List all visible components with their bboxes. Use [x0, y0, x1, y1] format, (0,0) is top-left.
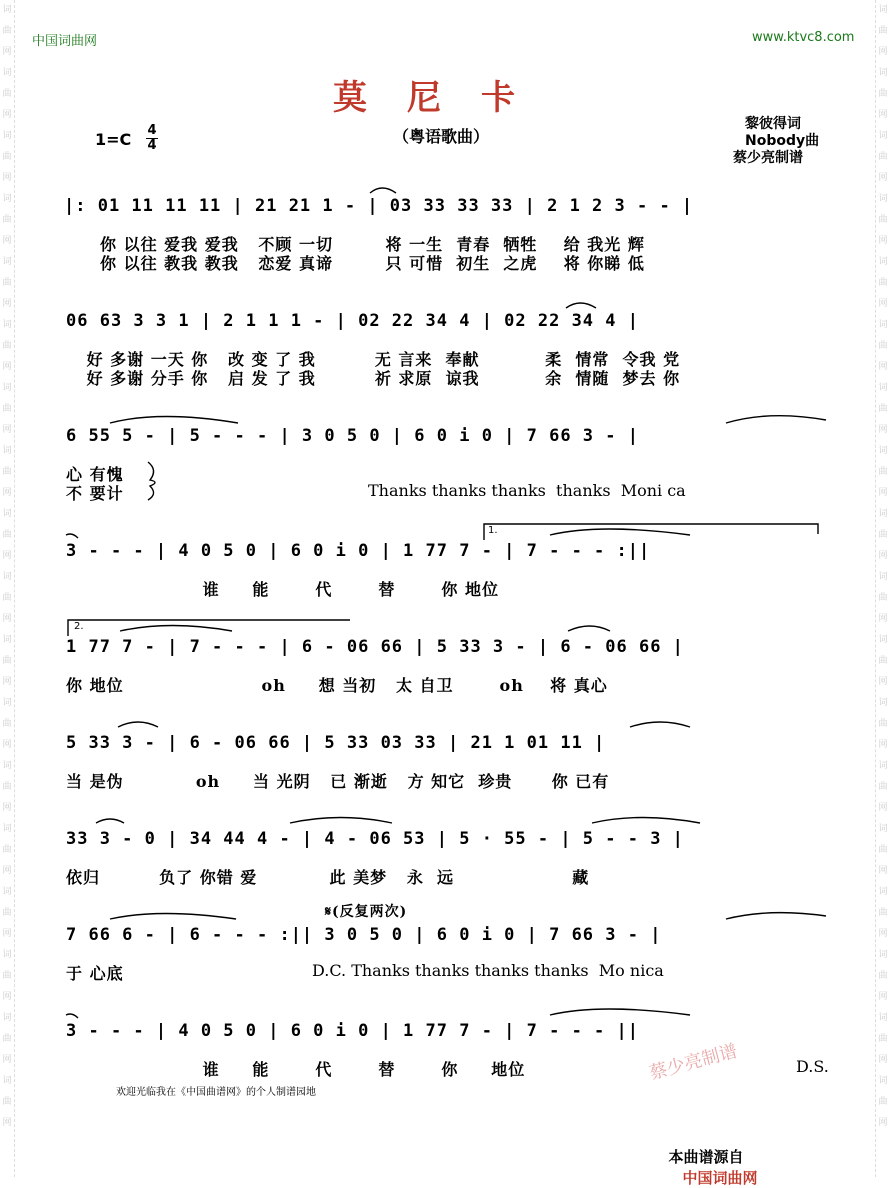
side-strip-char: 网	[878, 236, 888, 246]
side-strip-char: 曲	[2, 719, 12, 729]
side-strip-char: 曲	[2, 845, 12, 855]
side-strip-char: 网	[2, 110, 12, 120]
side-strip-char: 词	[878, 1013, 888, 1023]
side-strip-char: 曲	[878, 971, 888, 981]
side-strip-char: 曲	[878, 278, 888, 288]
side-strip-char: 曲	[878, 530, 888, 540]
credit-transcriber: 蔡少亮制谱	[733, 150, 803, 166]
side-strip-char: 词	[2, 698, 12, 708]
side-strip-char: 网	[878, 110, 888, 120]
side-strip-char: 词	[2, 68, 12, 78]
lyric-row-6: 当 是伪 oh 当 光阴 已 渐逝 方 知它 珍贵 你 已有	[66, 772, 610, 791]
side-strip-char: 网	[878, 614, 888, 624]
side-strip-char: 网	[2, 299, 12, 309]
side-strip-char: 网	[2, 362, 12, 372]
lyric-row-8-english: D.C. Thanks thanks thanks thanks Mo nica	[312, 961, 664, 980]
footer-label: 本曲谱源自	[668, 1148, 744, 1166]
side-strip-char: 词	[2, 887, 12, 897]
slur	[96, 819, 124, 823]
side-strip-char: 曲	[2, 404, 12, 414]
side-strip-char: 词	[878, 572, 888, 582]
lyric-row-8: 于 心底	[66, 964, 124, 983]
side-strip-char: 网	[2, 1055, 12, 1065]
side-strip-char: 曲	[2, 26, 12, 36]
lyric-row-3-verse-2: 不 要计	[66, 484, 124, 503]
slur	[290, 818, 392, 824]
lyric-row-1-verse-2: 你 以往 教我 教我 恋爱 真谛 只 可惜 初生 之虎 将 你睇 低	[100, 254, 645, 273]
slur	[118, 722, 158, 727]
notation-row-1: |: 01 11 11 11 | 21 21 1 - | 03 33 33 33 | 2 1 2 3 - - |	[64, 196, 694, 216]
lyric-row-2-verse-2: 好 多谢 分手 你 启 发 了 我 祈 求原 谅我 余 情随 梦去 你	[80, 369, 681, 388]
notation-row-3: 6 55 5 - | 5 - - - | 3 0 5 0 | 6 0 i 0 | 7 66 3 - |	[66, 426, 639, 446]
side-strip-char: 曲	[878, 1034, 888, 1044]
side-strip-char: 网	[878, 1118, 888, 1128]
side-strip-char: 词	[878, 761, 888, 771]
side-strip-char: 词	[2, 5, 12, 15]
credit-lyricist: 黎彼得词	[745, 116, 801, 132]
side-strip-char: 词	[878, 950, 888, 960]
notation-row-9: 3 - - - | 4 0 5 0 | 6 0 i 0 | 1 77 7 - | 7 - - - ||	[66, 1021, 639, 1041]
slur	[66, 1014, 78, 1018]
notation-row-2: 06 63 3 3 1 | 2 1 1 1 - | 02 22 34 4 | 02 22 34 4 |	[66, 311, 639, 331]
slur	[592, 818, 700, 824]
side-strip-char: 曲	[2, 782, 12, 792]
side-strip-char: 曲	[878, 656, 888, 666]
side-strip-char: 曲	[2, 278, 12, 288]
watermark-stamp: 蔡少亮制谱	[647, 1040, 740, 1085]
side-strip-char: 曲	[2, 656, 12, 666]
side-strip-char: 曲	[878, 719, 888, 729]
side-strip-char: 曲	[2, 89, 12, 99]
footer-site-link[interactable]: 中国词曲网	[682, 1169, 758, 1187]
side-strip-char: 网	[878, 1055, 888, 1065]
side-strip-char: 曲	[878, 89, 888, 99]
side-strip-char: 网	[878, 740, 888, 750]
slur	[110, 914, 236, 920]
side-strip-char: 词	[878, 383, 888, 393]
side-strip-char: 曲	[878, 467, 888, 477]
side-strip-char: 词	[2, 383, 12, 393]
side-strip-char: 词	[2, 761, 12, 771]
side-strip-char: 网	[878, 992, 888, 1002]
side-strip-char: 曲	[2, 341, 12, 351]
side-strip-char: 词	[878, 5, 888, 15]
side-strip-char: 网	[2, 614, 12, 624]
credit-composer: Nobody曲	[745, 133, 820, 149]
side-strip-char: 网	[878, 488, 888, 498]
notation-row-8: 7 66 6 - | 6 - - - :|| 3 0 5 0 | 6 0 i 0 | 7 66 3 - |	[66, 925, 662, 945]
slur	[630, 722, 690, 727]
side-strip-char: 词	[2, 635, 12, 645]
slur	[550, 529, 690, 535]
side-strip-char: 网	[2, 47, 12, 57]
side-strip-char: 曲	[878, 908, 888, 918]
side-strip-char: 词	[2, 257, 12, 267]
side-strip-char: 词	[878, 509, 888, 519]
side-strip-char: 词	[878, 887, 888, 897]
side-strip-char: 曲	[878, 782, 888, 792]
welcome-note: 欢迎光临我在《中国曲谱网》的个人制谱园地	[116, 1087, 316, 1098]
side-strip-char: 网	[2, 740, 12, 750]
notation-row-5: 1 77 7 - | 7 - - - | 6 - 06 66 | 5 33 3 - | 6 - 06 66 |	[66, 637, 684, 657]
side-strip-char: 词	[878, 194, 888, 204]
slur	[568, 626, 610, 631]
side-strip-char: 曲	[878, 215, 888, 225]
subtitle: （粤语歌曲）	[393, 127, 490, 146]
slur	[66, 534, 78, 538]
lyric-row-5: 你 地位 oh 想 当初 太 自卫 oh 将 真心	[66, 676, 608, 695]
slur	[550, 1009, 690, 1015]
side-strip-char: 词	[2, 131, 12, 141]
side-strip-char: 词	[2, 446, 12, 456]
side-strip-char: 网	[2, 425, 12, 435]
side-strip-char: 词	[878, 257, 888, 267]
side-strip-char: 曲	[2, 593, 12, 603]
side-strip-char: 曲	[2, 467, 12, 477]
segno-repeat-note: 𝄋(反复两次)	[325, 904, 408, 920]
side-strip-char: 网	[878, 929, 888, 939]
slur	[566, 303, 596, 308]
side-strip-char: 网	[2, 677, 12, 687]
side-strip-char: 网	[878, 425, 888, 435]
lyric-row-4: 谁 能 代 替 你 地位	[150, 580, 499, 599]
side-strip-char: 网	[878, 362, 888, 372]
side-strip-char: 曲	[2, 971, 12, 981]
side-strip-char: 曲	[2, 152, 12, 162]
side-strip-char: 词	[2, 1076, 12, 1086]
side-strip-char: 词	[2, 572, 12, 582]
side-strip-char: 网	[2, 488, 12, 498]
side-strip-char: 网	[2, 1118, 12, 1128]
side-strip-char: 词	[2, 509, 12, 519]
lyric-row-7: 依归 负了 你错 爱 此 美梦 永 远 藏	[66, 868, 590, 887]
side-strip-char: 网	[878, 173, 888, 183]
side-strip-char: 曲	[878, 341, 888, 351]
time-bottom: 4	[147, 138, 157, 153]
slur	[370, 188, 396, 193]
slur	[110, 417, 238, 424]
side-strip-char: 曲	[878, 1097, 888, 1107]
side-strip-char: 曲	[878, 845, 888, 855]
slur	[726, 913, 826, 919]
site-name-left[interactable]: 中国词曲网	[32, 34, 98, 49]
side-strip-char: 词	[878, 68, 888, 78]
side-strip-char: 网	[878, 47, 888, 57]
dal-segno-mark: D.S.	[796, 1057, 829, 1076]
side-strip-char: 词	[878, 320, 888, 330]
side-strip-char: 网	[878, 677, 888, 687]
site-url-right[interactable]: www.ktvc8.com	[752, 30, 855, 45]
volta-2-label: 2.	[74, 621, 84, 632]
side-strip-char: 曲	[878, 404, 888, 414]
side-strip-char: 词	[2, 1013, 12, 1023]
side-strip-char: 曲	[878, 593, 888, 603]
side-strip-char: 词	[878, 635, 888, 645]
side-strip-char: 词	[2, 824, 12, 834]
side-strip-char: 词	[878, 1076, 888, 1086]
side-strip-char: 网	[878, 551, 888, 561]
side-strip-char: 网	[878, 803, 888, 813]
lyric-row-3-english: Thanks thanks thanks thanks Moni ca	[368, 481, 686, 500]
side-strip-char: 曲	[2, 908, 12, 918]
side-strip-char: 网	[2, 992, 12, 1002]
side-strip-char: 网	[2, 173, 12, 183]
side-strip-char: 网	[2, 551, 12, 561]
volta-1-bracket	[484, 524, 818, 540]
side-strip-char: 曲	[2, 1097, 12, 1107]
side-strip-char: 网	[2, 929, 12, 939]
side-strip-char: 词	[2, 950, 12, 960]
side-strip-char: 词	[878, 131, 888, 141]
side-strip-char: 网	[878, 866, 888, 876]
lyric-row-1-verse-1: 你 以往 爱我 爱我 不顾 一切 将 一生 青春 牺牲 给 我光 辉	[100, 235, 645, 254]
side-strip-char: 词	[878, 824, 888, 834]
side-strip-char: 词	[878, 698, 888, 708]
side-strip-char: 网	[2, 866, 12, 876]
song-title: 莫尼卡	[333, 78, 555, 118]
slur	[726, 416, 826, 423]
time-top: 4	[147, 123, 157, 138]
side-strip-char: 曲	[2, 215, 12, 225]
slur	[120, 626, 232, 632]
lyric-row-9: 谁 能 代 替 你 地位	[150, 1060, 526, 1079]
notation-row-7: 33 3 - 0 | 34 44 4 - | 4 - 06 53 | 5 · 55 - | 5 - - 3 |	[66, 829, 684, 849]
side-strip-char: 网	[2, 236, 12, 246]
side-strip-char: 词	[2, 320, 12, 330]
brace	[148, 462, 155, 500]
side-strip-char: 词	[2, 194, 12, 204]
side-strip-char: 曲	[2, 530, 12, 540]
lyric-row-3-verse-1: 心 有愧	[66, 465, 124, 484]
volta-1-label: 1.	[488, 525, 498, 536]
lyric-row-2-verse-1: 好 多谢 一天 你 改 变 了 我 无 言来 奉献 柔 情常 令我 党	[80, 350, 681, 369]
side-strip-char: 曲	[878, 26, 888, 36]
side-strip-char: 网	[878, 299, 888, 309]
key-signature: 1=C	[95, 130, 132, 149]
side-strip-char: 曲	[878, 152, 888, 162]
side-strip-char: 网	[2, 803, 12, 813]
notation-row-6: 5 33 3 - | 6 - 06 66 | 5 33 03 33 | 21 1 01 11 |	[66, 733, 606, 753]
side-strip-char: 曲	[2, 1034, 12, 1044]
notation-row-4: 3 - - - | 4 0 5 0 | 6 0 i 0 | 1 77 7 - | 7 - - - :||	[66, 541, 651, 561]
side-strip-char: 词	[878, 446, 888, 456]
